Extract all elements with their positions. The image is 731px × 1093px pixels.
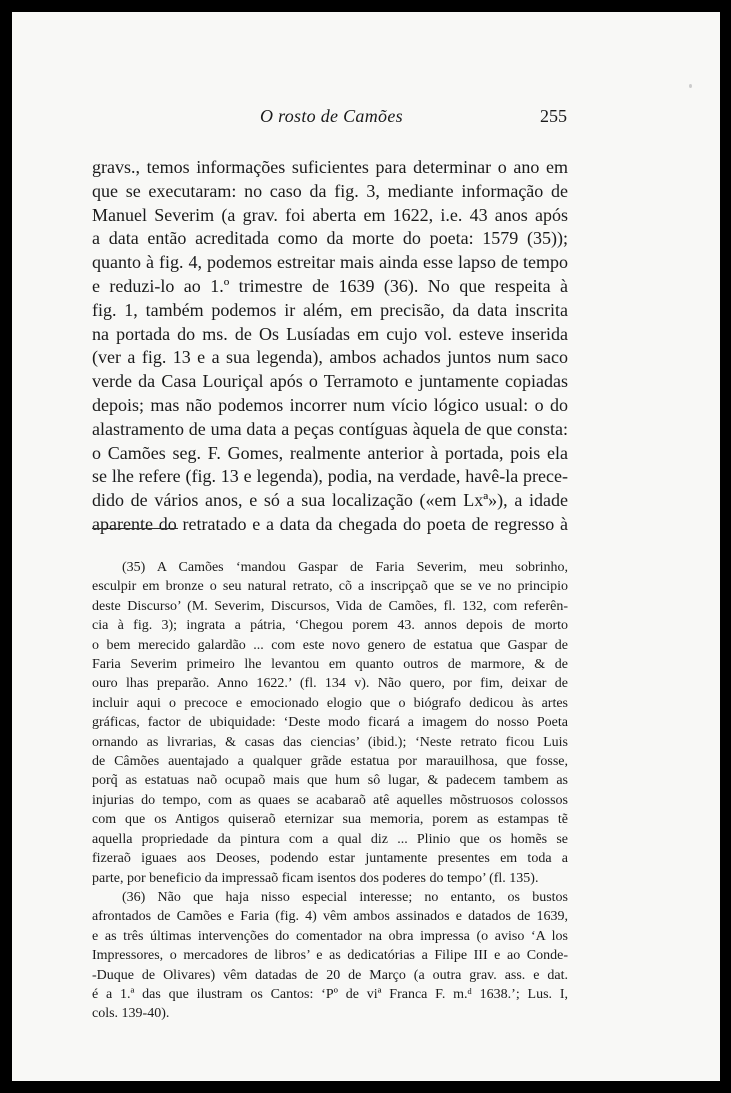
body-line: a data então acreditada como da morte do poeta: 1579 (35)); — [92, 228, 568, 249]
body-line: verde da Casa Louriçal após o Terramoto e juntamente copiadas — [92, 371, 568, 392]
footnote-line: fizeraõ iguaes aos Deoses, podendo estar juntamente presentes em toda a — [92, 851, 568, 867]
footnote-line: cols. 139-40). — [92, 1006, 170, 1022]
body-line: se lhe refere (fig. 13 e legenda), podia, na verdade, havê-la prece- — [92, 466, 568, 487]
page-header — [12, 106, 720, 130]
body-line: depois; mas não podemos incorrer num vício lógico usual: o do — [92, 394, 568, 415]
footnote-line: parte, por beneficio da impressaõ ficam isentos dos poderes do tempo’ (fl. 135). — [92, 870, 539, 886]
footnote-line: aquella propriedade da pintura com a qual diz ... Plinio que os homẽs se — [92, 831, 568, 847]
footnote-line: Impressores, o mercadores de libros’ e as dedicatórias a Filipe III e ao Conde- — [92, 948, 568, 964]
footnote-35 — [92, 558, 568, 888]
footnote-line: cia à fig. 3); ingrata a pátria, ‘Chegou porem 43. annos depois de morto — [92, 618, 568, 634]
footnote-line: de Câmões auentajado a qualquer grãde estatua por marauilhosa, que fosse, — [92, 754, 568, 770]
footnote-36 — [92, 888, 568, 1024]
footnote-separator — [92, 528, 178, 529]
body-line: o Camões seg. F. Gomes, realmente anterior à portada, pois ela — [92, 442, 568, 463]
footnote-line: Faria Severim primeiro lhe levantou em quanto outros de marmore, & de — [92, 657, 568, 673]
body-text — [92, 156, 568, 537]
footnote-line: esculpir em bronze o seu natural retrato, cõ a inscripçaõ que se ve no principio — [92, 579, 568, 595]
body-line: fig. 1, também podemos ir além, em precisão, da data inscrita — [92, 299, 568, 320]
body-line: aparente do retratado e a data da chegada do poeta de regresso à — [92, 513, 568, 534]
footnote-line: é a 1.ª das que ilustram os Cantos: ‘Pº de viª Franca F. m.ᵈ 1638.’; Lus. I, — [92, 986, 568, 1002]
footnote-line: ouro lhas preparão. Anno 1622.’ (fl. 134 v). Não quero, por fim, deixar de — [92, 676, 568, 692]
footnote-line: afrontados de Camões e Faria (fig. 4) vêm ambos assinados e datados de 1639, — [92, 909, 568, 925]
footnotes — [92, 558, 568, 1024]
footnote-line: com que os Antigos quiseraõ eternizar sua memoria, porem as estampas tẽ — [92, 812, 568, 828]
footnote-line: e as três últimas intervenções do comentador na obra impressa (o aviso ‘A los — [92, 928, 568, 944]
running-title: O rosto de Camões — [260, 106, 403, 126]
footnote-line: incluir aqui o precoce e emocionado elogio que o biógrafo dedicou às artes — [92, 695, 568, 711]
body-line: (ver a fig. 13 e a sua legenda), ambos achados juntos num saco — [92, 347, 568, 368]
footnote-line: o bem merecido galardão ... com este novo genero de estatua que Gaspar de — [92, 637, 568, 653]
footnote-line: ornando as livrarias, & casas das ciencias’ (ibid.); ‘Neste retrato ficou Luis — [92, 734, 568, 750]
footnote-line: injurias do tempo, com as quaes se acabaraõ atê aquelles mõstruosos colossos — [92, 792, 568, 808]
body-line: e reduzi-lo ao 1.º trimestre de 1639 (36). No que respeita à — [92, 275, 568, 296]
body-line: quanto à fig. 4, podemos estreitar mais ainda esse lapso de tempo — [92, 252, 568, 273]
body-line: alastramento de uma data a peças contíguas àquela de que consta: — [92, 418, 568, 439]
page-number: 255 — [540, 106, 567, 126]
body-line: Manuel Severim (a grav. foi aberta em 1622, i.e. 43 anos após — [92, 204, 568, 225]
footnote-line: porq̃ as estatuas naõ ocupaõ mais que hum sô lugar, & padecem tambem as — [92, 773, 568, 789]
footnote-line: (36) Não que haja nisso especial interesse; no entanto, os bustos — [122, 889, 568, 905]
body-line: gravs., temos informações suficientes para determinar o ano em — [92, 157, 568, 177]
footnote-line: -Duque de Olivares) vêm datadas de 20 de Março (a outra grav. ass. e dat. — [92, 967, 568, 983]
body-line: que se executaram: no caso da fig. 3, mediante informação de — [92, 180, 568, 201]
body-line: dido de vários anos, e só a sua localização («em Lxª»), a idade — [92, 490, 568, 511]
body-line: na portada do ms. de Os Lusíadas em cujo vol. esteve inserida — [92, 323, 568, 344]
footnote-line: (35) A Camões ‘mandou Gaspar de Faria Severim, meu sobrinho, — [122, 560, 568, 575]
paper-speck — [689, 84, 692, 88]
book-page — [12, 12, 720, 1081]
footnote-line: deste Discurso’ (M. Severim, Discursos, Vida de Camões, fl. 132, com referên- — [92, 598, 568, 614]
footnote-line: gráficas, factor de ubiquidade: ‘Deste modo ficará a imagem do nosso Poeta — [92, 715, 568, 731]
